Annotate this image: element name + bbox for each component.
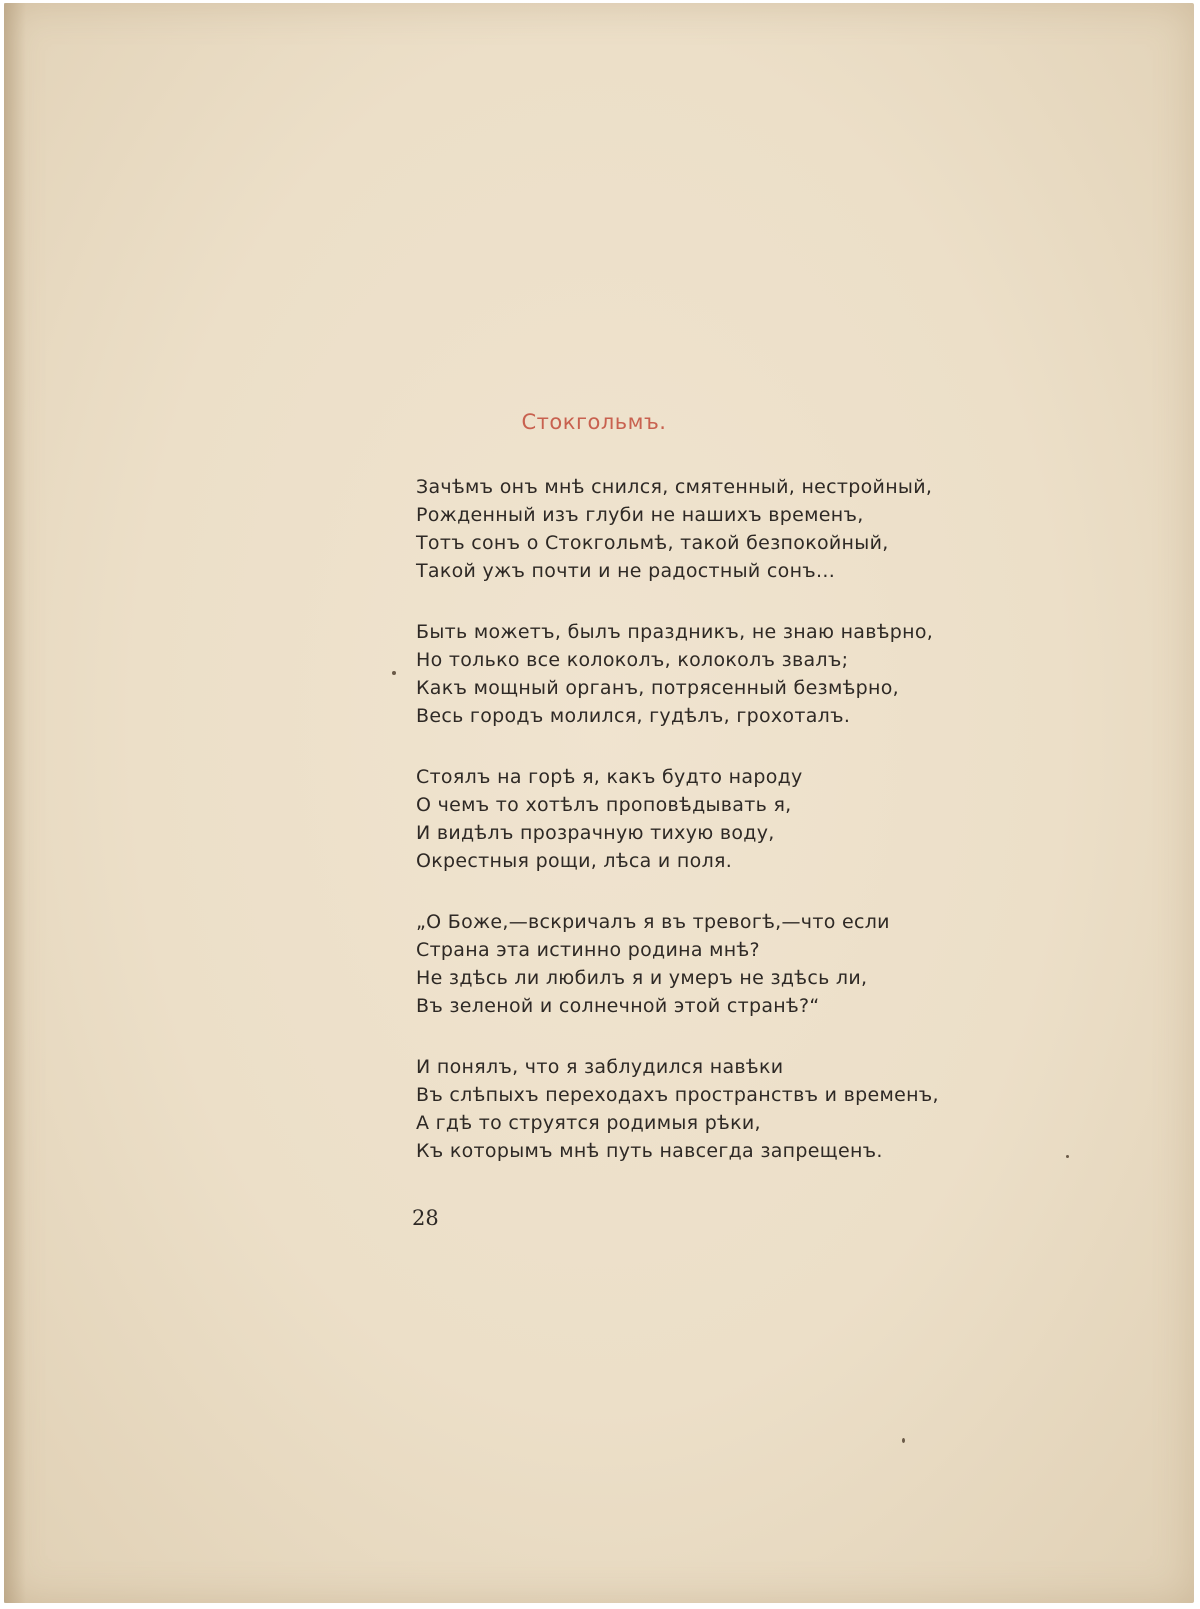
paper-speck [392, 671, 396, 675]
poem-line: Но только все колоколъ, колоколъ звалъ; [416, 649, 849, 671]
stanza [416, 618, 976, 730]
poem-line: „О Боже,—вскричалъ я въ тревогѣ,—что если [416, 911, 890, 933]
poem-line: Быть можетъ, былъ праздникъ, не знаю навѣрно, [416, 621, 934, 643]
poem-line: Весь городъ молился, гудѣлъ, грохоталъ. [416, 705, 851, 727]
book-page [4, 3, 1194, 1603]
poem-line: Стоялъ на горѣ я, какъ будто народу [416, 766, 803, 788]
poem-line: Окрестныя рощи, лѣса и поля. [416, 850, 733, 872]
stanza [416, 473, 976, 585]
poem-line: Тотъ сонъ о Стокгольмѣ, такой безпокойный, [416, 532, 889, 554]
paper-speck [1066, 1155, 1069, 1158]
poem-line: Не здѣсь ли любилъ я и умеръ не здѣсь ли, [416, 967, 868, 989]
poem-title: Стокгольмъ. [521, 410, 667, 434]
page-number: 28 [412, 1206, 439, 1230]
poem-line: И видѣлъ прозрачную тихую воду, [416, 822, 775, 844]
poem-line: Зачѣмъ онъ мнѣ снился, смятенный, нестройный, [416, 476, 933, 498]
page-edge-shadow [4, 3, 26, 1603]
paper-speck [902, 1438, 905, 1443]
stanza [416, 1053, 976, 1165]
stanza [416, 763, 976, 875]
poem-line: Рожденный изъ глуби не нашихъ временъ, [416, 504, 864, 526]
poem-line: О чемъ то хотѣлъ проповѣдывать я, [416, 794, 792, 816]
poem-body [416, 473, 976, 1198]
poem-line: Такой ужъ почти и не радостный сонъ... [416, 560, 836, 582]
poem-line: Къ которымъ мнѣ путь навсегда запрещенъ. [416, 1140, 883, 1162]
poem-line: Какъ мощный органъ, потрясенный безмѣрно, [416, 677, 900, 699]
poem-line: Въ зеленой и солнечной этой странѣ?“ [416, 995, 820, 1017]
stanza [416, 908, 976, 1020]
poem-line: А гдѣ то струятся родимыя рѣки, [416, 1112, 761, 1134]
poem-line: И понялъ, что я заблудился навѣки [416, 1056, 784, 1078]
poem-line: Въ слѣпыхъ переходахъ пространствъ и временъ, [416, 1084, 939, 1106]
poem-line: Страна эта истинно родина мнѣ? [416, 939, 760, 961]
